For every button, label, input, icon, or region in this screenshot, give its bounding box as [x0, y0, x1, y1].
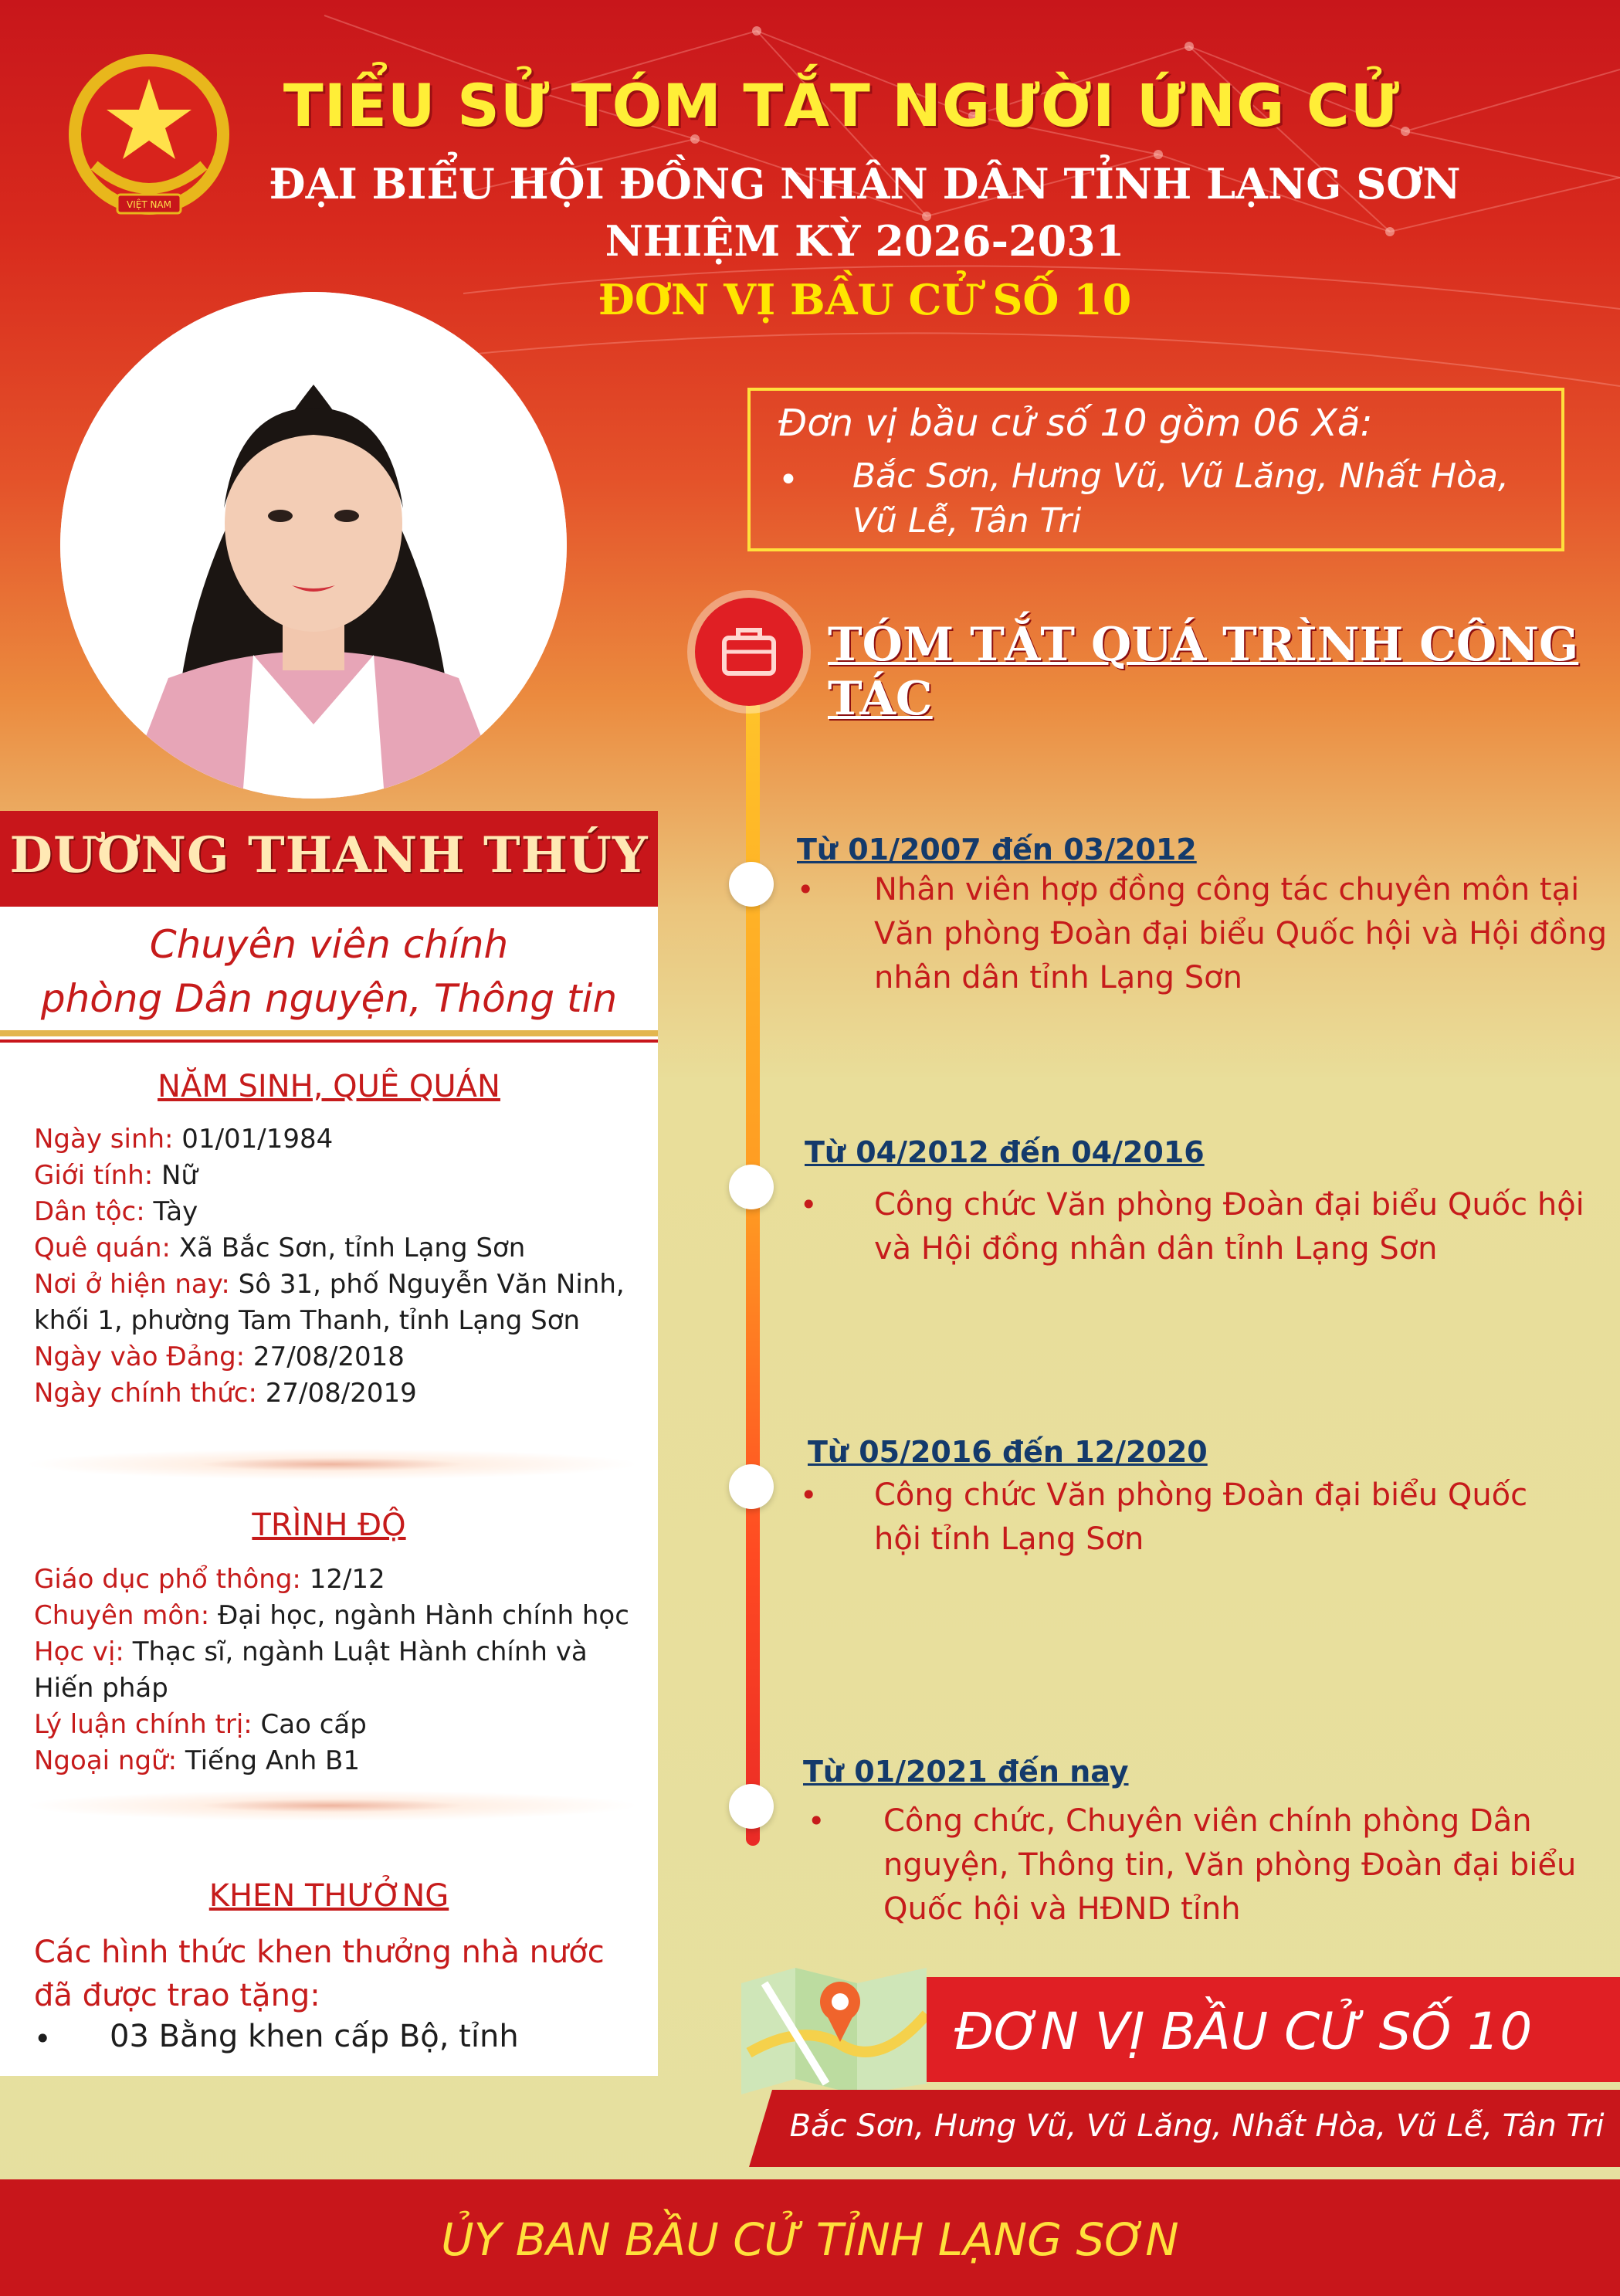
timeline-line [746, 680, 760, 1846]
info-label: Học vị: [34, 1636, 124, 1667]
birth-info-list [34, 1121, 644, 1412]
briefcase-icon [695, 598, 803, 706]
info-label: Giới tính: [34, 1160, 154, 1191]
info-row [34, 1267, 644, 1339]
info-value: 12/12 [300, 1564, 385, 1595]
card-divider-gold [0, 1030, 658, 1036]
period-bullet: • [808, 1804, 825, 1838]
info-row [34, 1230, 644, 1267]
period-description: Công chức Văn phòng Đoàn đại biểu Quốc hội tỉnh Lạng Sơn [874, 1477, 1528, 1557]
candidate-portrait-icon [60, 292, 567, 799]
info-row [34, 1743, 644, 1779]
birth-section-heading: NĂM SINH, QUÊ QUÁN [158, 1069, 500, 1104]
candidate-photo [60, 292, 567, 799]
info-label: Ngày sinh: [34, 1124, 174, 1155]
info-row [34, 1707, 644, 1743]
unit-banner-communes: Bắc Sơn, Hưng Vũ, Vũ Lăng, Nhất Hòa, Vũ Lễ, Tân Tri [789, 2108, 1605, 2144]
info-row [34, 1121, 644, 1158]
info-label: Lý luận chính trị: [34, 1709, 252, 1740]
term-subtitle: NHIỆM KỲ 2026-2031 [605, 216, 1125, 266]
timeline-dot [729, 1784, 774, 1829]
district-box-communes: Bắc Sơn, Hưng Vũ, Vũ Lăng, Nhất Hòa, Vũ Lễ, Tân Tri [852, 456, 1509, 541]
unit-banner-title: ĐƠN VỊ BẦU CỬ SỐ 10 [954, 2002, 1533, 2061]
info-label: Chuyên môn: [34, 1600, 210, 1631]
period-date: Từ 05/2016 đến 12/2020 [808, 1435, 1208, 1469]
national-emblem-icon [63, 49, 235, 227]
council-subtitle: ĐẠI BIỂU HỘI ĐỒNG NHÂN DÂN TỈNH LẠNG SƠN [269, 159, 1461, 209]
period-bullet: • [800, 1478, 818, 1512]
card-divider-red [0, 1039, 658, 1043]
role-line-1: Chuyên viên chính [149, 922, 509, 967]
reward-bullet: • [34, 2022, 52, 2056]
period-date: Từ 01/2021 đến nay [803, 1755, 1129, 1789]
info-value: Sô 31, phố Nguyễn Văn Ninh, khối 1, phường Tam Thanh, tỉnh Lạng Sơn [34, 1269, 625, 1336]
info-row [34, 1562, 644, 1598]
footer-text: ỦY BAN BẦU CỬ TỈNH LẠNG SƠN [441, 2213, 1179, 2266]
info-value: 01/01/1984 [173, 1124, 334, 1155]
map-pin-icon [741, 1968, 927, 2094]
briefcase-badge [695, 598, 803, 706]
work-history-heading: TÓM TẮT QUÁ TRÌNH CÔNG TÁC [828, 618, 1579, 726]
period-description: Công chức, Chuyên viên chính phòng Dân nguyện, Thông tin, Văn phòng Đoàn đại biểu Quốc hội và HĐND tỉnh [883, 1803, 1577, 1927]
electoral-unit-heading: ĐƠN VỊ BẦU CỬ SỐ 10 [598, 275, 1132, 324]
candidate-name: DƯƠNG THANH THÚY [9, 826, 649, 884]
rewards-section-heading: KHEN THƯỞNG [208, 1878, 449, 1914]
info-row [34, 1158, 644, 1194]
candidate-role [0, 917, 658, 1026]
info-value: Cao cấp [252, 1709, 367, 1740]
info-row [34, 1598, 644, 1634]
rewards-intro: Các hình thức khen thưởng nhà nước đã được trao tặng: [34, 1935, 605, 2013]
section-separator [23, 1449, 641, 1480]
info-value: Thạc sĩ, ngành Luật Hành chính và Hiến pháp [34, 1636, 588, 1704]
info-value: Tày [144, 1196, 198, 1227]
info-row [34, 1339, 644, 1375]
info-label: Quê quán: [34, 1233, 171, 1263]
info-row [34, 1634, 644, 1707]
period-bullet: • [800, 1188, 818, 1222]
info-value: Xã Bắc Sơn, tỉnh Lạng Sơn [171, 1233, 526, 1263]
timeline-dot [729, 1464, 774, 1509]
info-label: Ngày vào Đảng: [34, 1341, 246, 1372]
reward-item: 03 Bằng khen cấp Bộ, tỉnh [110, 2019, 519, 2054]
district-info-box [747, 388, 1564, 551]
svg-text:VIỆT NAM: VIỆT NAM [126, 199, 172, 210]
info-value: Nữ [153, 1160, 198, 1191]
info-label: Ngoại ngữ: [34, 1745, 178, 1776]
info-label: Ngày chính thức: [34, 1378, 257, 1409]
info-label: Giáo dục phổ thông: [34, 1564, 301, 1595]
info-value: 27/08/2018 [245, 1341, 405, 1372]
section-separator [23, 1790, 641, 1821]
education-info-list [34, 1562, 644, 1779]
info-value: Đại học, ngành Hành chính học [209, 1600, 629, 1631]
timeline-dot [729, 1165, 774, 1209]
education-section-heading: TRÌNH ĐỘ [252, 1507, 406, 1543]
info-label: Nơi ở hiện nay: [34, 1269, 230, 1300]
role-line-2: phòng Dân nguyện, Thông tin [40, 976, 618, 1021]
period-description: Công chức Văn phòng Đoàn đại biểu Quốc hội và Hội đồng nhân dân tỉnh Lạng Sơn [874, 1187, 1584, 1267]
period-date: Từ 04/2012 đến 04/2016 [805, 1135, 1205, 1169]
document-title: TIỂU SỬ TÓM TẮT NGƯỜI ỨNG CỬ [283, 71, 1401, 140]
period-date: Từ 01/2007 đến 03/2012 [797, 833, 1197, 867]
district-box-title: Đơn vị bầu cử số 10 gồm 06 Xã: [778, 402, 1373, 445]
timeline-dot [729, 862, 774, 907]
period-bullet: • [797, 873, 815, 907]
info-label: Dân tộc: [34, 1196, 145, 1227]
district-box-bullet: • [778, 460, 798, 500]
info-row [34, 1375, 644, 1412]
info-value: 27/08/2019 [256, 1378, 417, 1409]
period-description: Nhân viên hợp đồng công tác chuyên môn tại Văn phòng Đoàn đại biểu Quốc hội và Hội đồng nhân dân tỉnh Lạng Sơn [874, 872, 1608, 995]
info-row [34, 1194, 644, 1230]
info-value: Tiếng Anh B1 [177, 1745, 361, 1776]
